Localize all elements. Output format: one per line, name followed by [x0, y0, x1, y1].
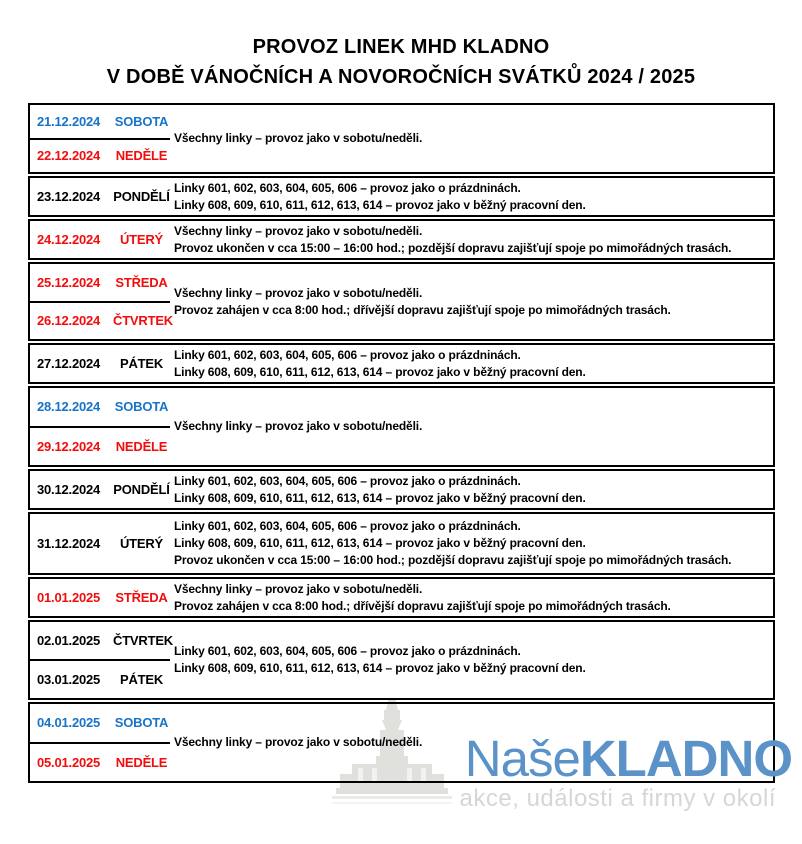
- day-label: NEDĚLE: [115, 438, 168, 454]
- day-label: NEDĚLE: [115, 754, 168, 770]
- date-label: 22.12.2024: [37, 148, 101, 164]
- description-cell: [170, 264, 773, 339]
- description-line: Linky 601, 602, 603, 604, 605, 606 – provoz jako o prázdninách.: [174, 180, 521, 195]
- description-line: Linky 608, 609, 610, 611, 612, 613, 614 – provoz jako v běžný pracovní den.: [174, 536, 586, 550]
- day-label: ÚTERÝ: [119, 536, 164, 551]
- description-cell: [170, 388, 773, 465]
- day-label: SOBOTA: [114, 113, 169, 129]
- day-label: STŘEDA: [115, 590, 168, 605]
- date-cell: [30, 622, 173, 698]
- date-label: 30.12.2024: [37, 482, 101, 497]
- date-cell: [30, 178, 170, 215]
- description-cell: [170, 579, 773, 616]
- date-cell: [30, 471, 170, 508]
- day-label: PONDĚLÍ: [113, 189, 170, 204]
- description-line: Všechny linky – provoz jako v sobotu/neděli.: [174, 735, 423, 749]
- date-label: 01.01.2025: [37, 590, 101, 605]
- description-line: Linky 601, 602, 603, 604, 605, 606 – provoz jako o prázdninách.: [174, 347, 521, 362]
- watermark-brand: [464, 730, 792, 787]
- date-cell: [30, 221, 170, 258]
- description-line: Linky 601, 602, 603, 604, 605, 606 – provoz jako o prázdninách.: [174, 644, 521, 658]
- document-title: [0, 0, 802, 92]
- description-cell: [170, 105, 773, 172]
- day-label: SOBOTA: [114, 715, 169, 731]
- description-line: Provoz zahájen v cca 8:00 hod.; dřívější dopravu zajišťují spoje po mimořádných trasách.: [174, 302, 671, 317]
- date-cell: [30, 105, 170, 172]
- date-label: 31.12.2024: [37, 536, 101, 551]
- date-label: 25.12.2024: [37, 274, 101, 290]
- description-cell: [170, 221, 773, 258]
- table-row: [28, 343, 775, 384]
- table-row: [28, 577, 775, 618]
- date-label: 03.01.2025: [37, 672, 101, 687]
- description-line: Linky 608, 609, 610, 611, 612, 613, 614 – provoz jako v běžný pracovní den.: [174, 197, 586, 212]
- table-row: [28, 469, 775, 510]
- watermark-brand-light: Naše: [464, 730, 580, 787]
- description-cell: [170, 178, 773, 215]
- description-line: Provoz zahájen v cca 8:00 hod.; dřívější dopravu zajišťují spoje po mimořádných trasách.: [174, 598, 671, 613]
- date-cell: [30, 704, 170, 781]
- date-label: 27.12.2024: [37, 356, 101, 371]
- date-label: 21.12.2024: [37, 113, 101, 129]
- day-label: ČTVRTEK: [113, 313, 173, 329]
- day-label: PONDĚLÍ: [113, 482, 170, 497]
- date-label: 23.12.2024: [37, 189, 101, 204]
- description-cell: [170, 345, 773, 382]
- description-cell: [170, 622, 773, 698]
- title-line-1: PROVOZ LINEK MHD KLADNO: [252, 36, 550, 58]
- description-line: Všechny linky – provoz jako v sobotu/neděli.: [174, 223, 423, 238]
- date-label: 24.12.2024: [37, 232, 101, 247]
- day-label: SOBOTA: [114, 399, 169, 415]
- day-label: ÚTERÝ: [119, 232, 164, 247]
- description-line: Linky 601, 602, 603, 604, 605, 606 – provoz jako o prázdninách.: [174, 473, 521, 488]
- day-label: PÁTEK: [119, 356, 164, 371]
- date-cell: [30, 514, 170, 573]
- watermark-tagline: akce, události a firmy v okolí: [459, 785, 776, 812]
- date-label: 04.01.2025: [37, 715, 101, 731]
- schedule-table: [28, 103, 775, 785]
- date-label: 26.12.2024: [37, 313, 101, 329]
- description-line: Linky 601, 602, 603, 604, 605, 606 – provoz jako o prázdninách.: [174, 519, 521, 533]
- description-line: Všechny linky – provoz jako v sobotu/neděli.: [174, 419, 423, 433]
- description-line: Linky 608, 609, 610, 611, 612, 613, 614 – provoz jako v běžný pracovní den.: [174, 661, 586, 675]
- title-line-2: V DOBĚ VÁNOČNÍCH A NOVOROČNÍCH SVÁTKŮ 2024 / 2025: [106, 66, 696, 88]
- watermark-brand-bold: KLADNO: [579, 730, 792, 787]
- date-cell: [30, 579, 170, 616]
- day-label: STŘEDA: [115, 274, 168, 290]
- date-label: 02.01.2025: [37, 633, 101, 648]
- description-cell: [170, 471, 773, 508]
- description-line: Linky 608, 609, 610, 611, 612, 613, 614 – provoz jako v běžný pracovní den.: [174, 490, 586, 505]
- description-line: Všechny linky – provoz jako v sobotu/neděli.: [174, 285, 423, 300]
- day-label: ČTVRTEK: [113, 633, 173, 648]
- table-row: [28, 219, 775, 260]
- table-row: [28, 176, 775, 217]
- day-label: NEDĚLE: [115, 148, 168, 164]
- date-label: 28.12.2024: [37, 399, 101, 415]
- description-cell: [170, 514, 773, 573]
- description-line: Provoz ukončen v cca 15:00 – 16:00 hod.; pozdější dopravu zajišťují spoje po mimořádných trasách.: [174, 240, 732, 255]
- date-cell: [30, 345, 170, 382]
- table-row: [28, 262, 775, 341]
- date-cell: [30, 264, 173, 339]
- date-label: 05.01.2025: [37, 754, 101, 770]
- date-label: 29.12.2024: [37, 438, 101, 454]
- day-label: PÁTEK: [119, 672, 164, 687]
- description-line: Všechny linky – provoz jako v sobotu/neděli.: [174, 131, 423, 145]
- description-line: Provoz ukončen v cca 15:00 – 16:00 hod.; pozdější dopravu zajišťují spoje po mimořádných trasách.: [174, 553, 732, 567]
- description-line: Linky 608, 609, 610, 611, 612, 613, 614 – provoz jako v běžný pracovní den.: [174, 364, 586, 379]
- description-line: Všechny linky – provoz jako v sobotu/neděli.: [174, 581, 423, 596]
- table-row: [28, 386, 775, 467]
- table-row: [28, 103, 775, 174]
- date-cell: [30, 388, 170, 465]
- table-row: [28, 512, 775, 575]
- table-row: [28, 620, 775, 700]
